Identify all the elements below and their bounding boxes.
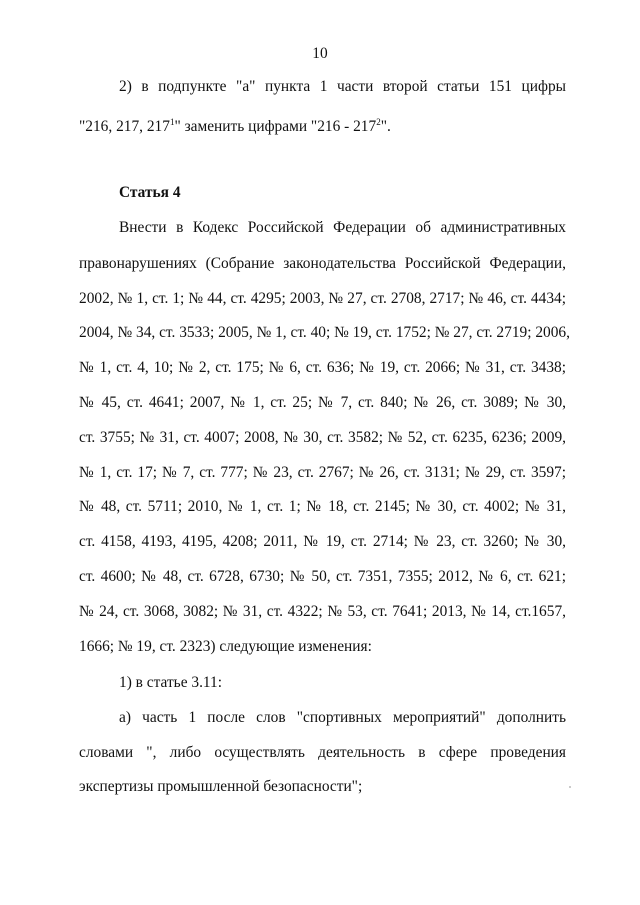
article-line-10: ст. 4158, 4193, 4195, 4208; 2011, № 19, ст. 2714; № 23, ст. 3260; № 30, — [79, 533, 566, 550]
item-2-text-b: " заменить цифрами "216 - 217 — [174, 118, 377, 135]
subitem-a-line-2: словами ", либо осуществлять деятельность в сфере проведения — [79, 744, 566, 761]
article-line-13: 1666; № 19, ст. 2323) следующие изменения: — [79, 638, 372, 655]
page-number: 10 — [312, 45, 328, 62]
article-line-7: ст. 3755; № 31, ст. 4007; 2008, № 30, ст. 3582; № 52, ст. 6235, 6236; 2009, — [79, 429, 566, 446]
article-line-1: Внести в Кодекс Российской Федерации об административных — [119, 219, 566, 236]
subitem-1: 1) в статье 3.11: — [119, 674, 223, 691]
article-line-9: № 48, ст. 5711; 2010, № 1, ст. 1; № 18, ст. 2145; № 30, ст. 4002; № 31, — [79, 498, 566, 515]
scan-speck — [569, 786, 571, 788]
article-line-12: № 24, ст. 3068, 3082; № 31, ст. 4322; № 53, ст. 7641; 2013, № 14, ст.1657, — [79, 603, 566, 620]
article-line-4: 2004, № 34, ст. 3533; 2005, № 1, ст. 40; № 19, ст. 1752; № 27, ст. 2719; 2006, — [79, 324, 570, 341]
item-2-text-c: ". — [380, 118, 391, 135]
subitem-a-line-3: экспертизы промышленной безопасности"; — [79, 778, 363, 795]
article-line-3: 2002, № 1, ст. 1; № 44, ст. 4295; 2003, № 27, ст. 2708, 2717; № 46, ст. 4434; — [79, 290, 566, 307]
item-2-line-2 — [79, 117, 566, 137]
article-line-6: № 45, ст. 4641; 2007, № 1, ст. 25; № 7, ст. 840; № 26, ст. 3089; № 30, — [79, 394, 566, 411]
superscript-1: 1 — [169, 117, 175, 127]
item-2-line-1: 2) в подпункте "а" пункта 1 части второй статьи 151 цифры — [119, 78, 566, 95]
article-line-8: № 1, ст. 17; № 7, ст. 777; № 23, ст. 2767; № 26, ст. 3131; № 29, ст. 3597; — [79, 464, 566, 481]
subitem-a-line-1: а) часть 1 после слов "спортивных мероприятий" дополнить — [119, 709, 566, 726]
article-line-2: правонарушениях (Собрание законодательства Российской Федерации, — [79, 255, 566, 272]
superscript-2: 2 — [376, 117, 381, 127]
item-2-text-a: "216, 217, 217 — [79, 118, 170, 135]
article-line-5: № 1, ст. 4, 10; № 2, ст. 175; № 6, ст. 636; № 19, ст. 2066; № 31, ст. 3438; — [79, 359, 566, 376]
article-heading: Статья 4 — [119, 184, 181, 201]
article-line-11: ст. 4600; № 48, ст. 6728, 6730; № 50, ст. 7351, 7355; 2012, № 6, ст. 621; — [79, 568, 566, 585]
